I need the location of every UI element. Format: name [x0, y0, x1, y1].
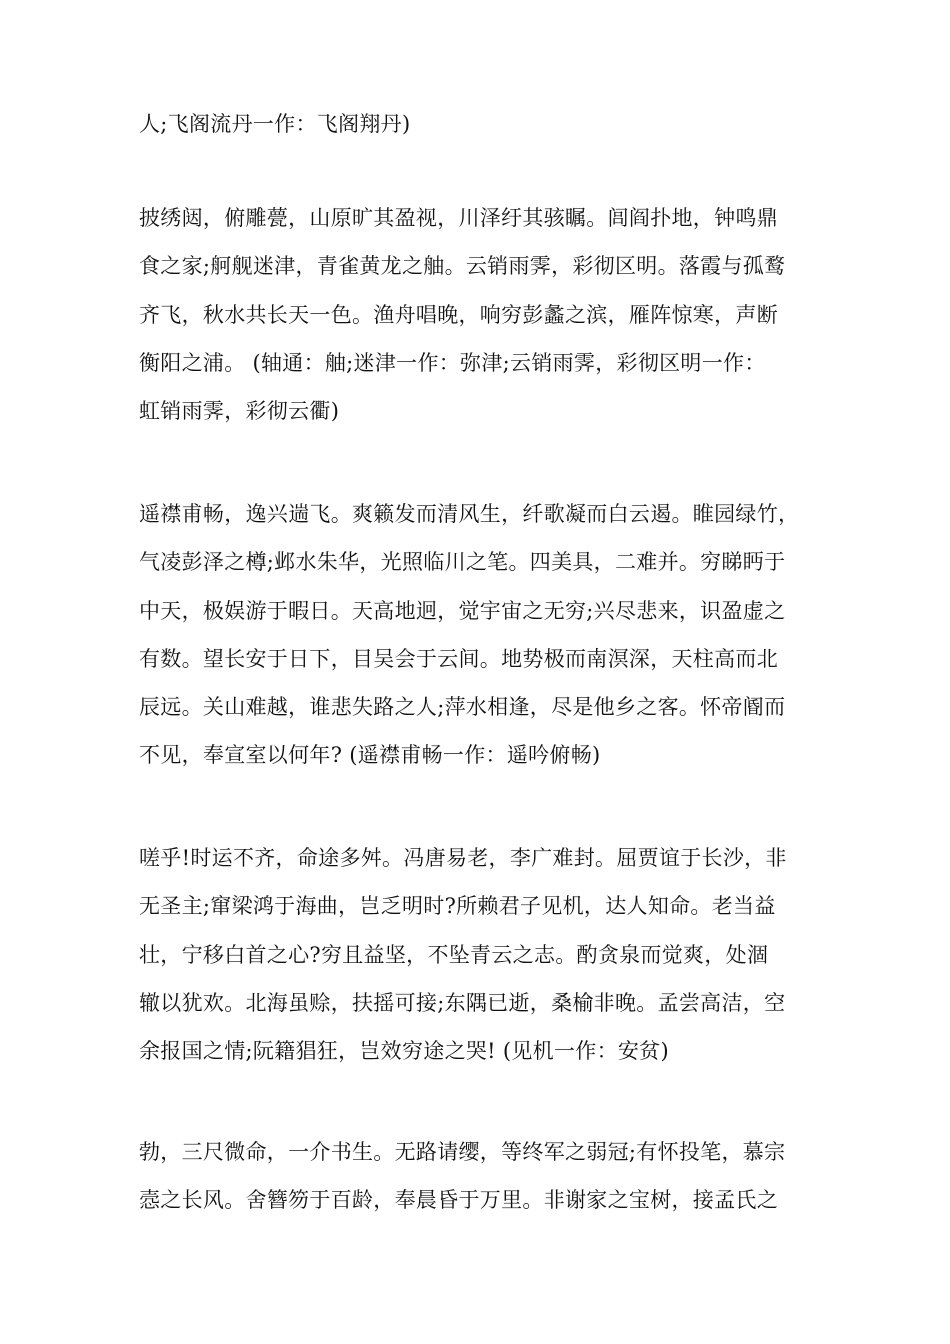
- text-line: 嗟乎!时运不齐，命途多舛。冯唐易老，李广难封。屈贾谊于长沙，非: [139, 846, 787, 870]
- paragraph-1: [139, 100, 829, 148]
- paragraph-5: [139, 1128, 829, 1225]
- paragraph-4: [139, 834, 829, 1075]
- text-line: 人;飞阁流丹一作：飞阁翔丹): [139, 112, 411, 136]
- text-line: 壮，宁移白首之心?穷且益坚，不坠青云之志。酌贪泉而觉爽，处涸: [139, 942, 769, 967]
- text-line: 衡阳之浦。 (轴通：舳;迷津一作：弥津;云销雨霁，彩彻区明一作：: [139, 350, 766, 375]
- text-line: 勃，三尺微命，一介书生。无路请缨，等终军之弱冠;有怀投笔，慕宗: [139, 1140, 786, 1164]
- text-line: 有数。望长安于日下，目吴会于云间。地势极而南溟深，天柱高而北: [139, 646, 778, 671]
- text-line: 辙以犹欢。北海虽赊，扶摇可接;东隅已逝，桑榆非晚。孟尝高洁，空: [139, 990, 786, 1015]
- paragraph-2: [139, 194, 829, 435]
- text-line: 气凌彭泽之樽;邺水朱华，光照临川之笔。四美具，二难并。穷睇眄于: [139, 550, 786, 575]
- text-line: 遥襟甫畅，逸兴遄飞。爽籁发而清风生，纤歌凝而白云遏。睢园绿竹，: [139, 502, 800, 526]
- text-line: 中天，极娱游于暇日。天高地迥，觉宇宙之无穷;兴尽悲来，识盈虚之: [139, 598, 786, 623]
- text-line: 悫之长风。舍簪笏于百龄，奉晨昏于万里。非谢家之宝树，接孟氏之: [139, 1188, 778, 1213]
- text-line: 辰远。关山难越，谁悲失路之人;萍水相逢，尽是他乡之客。怀帝阍而: [139, 695, 786, 720]
- text-line: 不见，奉宣室以何年? (遥襟甫畅一作：遥吟俯畅): [139, 743, 601, 768]
- text-line: 齐飞，秋水共长天一色。渔舟唱晚，响穷彭蠡之滨，雁阵惊寒，声断: [139, 302, 778, 327]
- text-line: 虹销雨霁，彩彻云衢): [139, 399, 340, 424]
- text-line: 无圣主;窜梁鸿于海曲，岂乏明时?所赖君子见机，达人知命。老当益: [139, 894, 776, 919]
- text-line: 披绣闼，俯雕甍，山原旷其盈视，川泽纡其骇瞩。闾阎扑地，钟鸣鼎: [139, 206, 778, 230]
- text-line: 食之家;舸舰迷津，青雀黄龙之舳。云销雨霁，彩彻区明。落霞与孤鹜: [139, 254, 786, 279]
- text-line: 余报国之情;阮籍猖狂，岂效穷途之哭! (见机一作：安贫): [139, 1039, 669, 1064]
- paragraph-3: [139, 490, 829, 780]
